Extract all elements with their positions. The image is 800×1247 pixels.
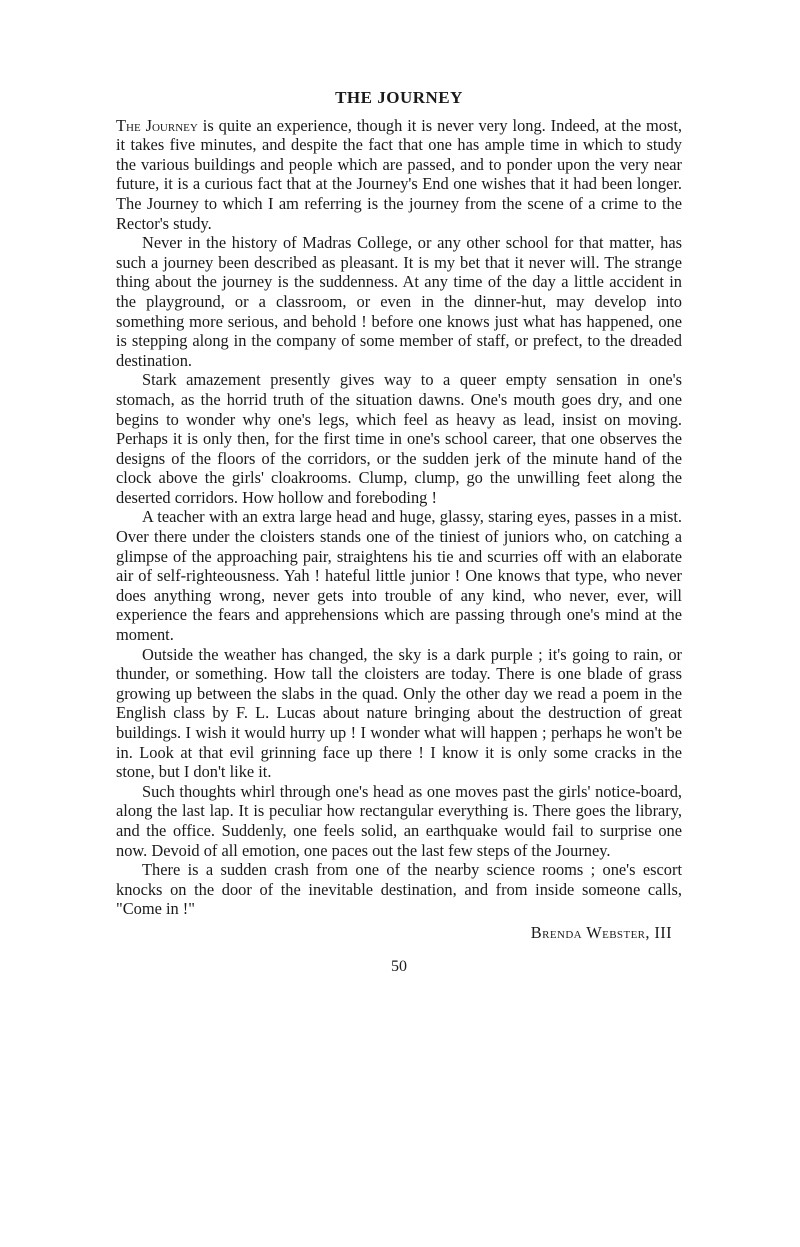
author-signature: Brenda Webster, III: [530, 922, 672, 942]
paragraph-4: A teacher with an extra large head and huge, glassy, staring eyes, passes in a mist. Over there under the cloisters stands one of the tiniest of juniors who, on catching a glimpse of the approaching pair, straightens his tie and scurries off with an elaborate air of self-righteousness. Yah ! hateful little junior ! One knows that type, who never does anything wrong, never gets into trouble of any kind, who never, ever, will experience the fears and apprehensions which are passing through one's mind at the moment.: [116, 507, 682, 645]
paragraph-7: There is a sudden crash from one of the nearby science rooms ; one's escort knocks on the door of the inevitable destination, and from inside someone calls, "Come in !": [116, 860, 682, 919]
article-title: THE JOURNEY: [335, 88, 463, 107]
document-page: [116, 88, 682, 976]
lead-in-small-caps: The Journey: [116, 115, 198, 135]
page-number: 50: [391, 957, 407, 975]
paragraph-3: Stark amazement presently gives way to a queer empty sensation in one's stomach, as the horrid truth of the situation dawns. One's mouth goes dry, and one begins to wonder why one's legs, which feel as heavy as lead, insist on moving. Perhaps it is only then, for the first time in one's school career, that one observes the designs of the floors of the corridors, or the sudden jerk of the minute hand of the clock above the girls' cloakrooms. Clump, clump, go the unwilling feet along the deserted corridors. How hollow and foreboding !: [116, 370, 682, 507]
paragraph-1-text: is quite an experience, though it is never very long. Indeed, at the most, it takes five minutes, and despite the fact that one has ample time in which to study the various buildings and people which are passed, and to ponder upon the very near future, it is a curious fact that at the Journey's End one wishes that it had been longer. The Journey to which I am referring is the journey from the scene of a crime to the Rector's study.: [116, 115, 683, 233]
paragraph-1: [116, 116, 682, 234]
paragraph-5: Outside the weather has changed, the sky is a dark purple ; it's going to rain, or thunder, or something. How tall the cloisters are today. There is one blade of grass growing up between the slabs in the quad. Only the other day we read a poem in the English class by F. L. Lucas about nature bringing about the destruction of great buildings. I wish it would hurry up ! I wonder what will happen ; perhaps he won't be in. Look at that evil grinning face up there ! I know it is only some cracks in the stone, but I don't like it.: [116, 644, 682, 782]
paragraph-6: Such thoughts whirl through one's head as one moves past the girls' notice-board, along the last lap. It is peculiar how rectangular everything is. There goes the library, and the office. Suddenly, one feels solid, an earthquake would fail to surprise one now. Devoid of all emotion, one paces out the last few steps of the Journey.: [116, 781, 682, 860]
paragraph-2: Never in the history of Madras College, or any other school for that matter, has such a journey been described as pleasant. It is my bet that it never will. The strange thing about the journey is the suddenness. At any time of the day a little accident in the playground, or a classroom, or even in the dinner-hut, may develop into something more serious, and behold ! before one knows just what has happened, one is stepping along in the company of some member of staff, or prefect, to the dreaded destination.: [116, 233, 682, 370]
